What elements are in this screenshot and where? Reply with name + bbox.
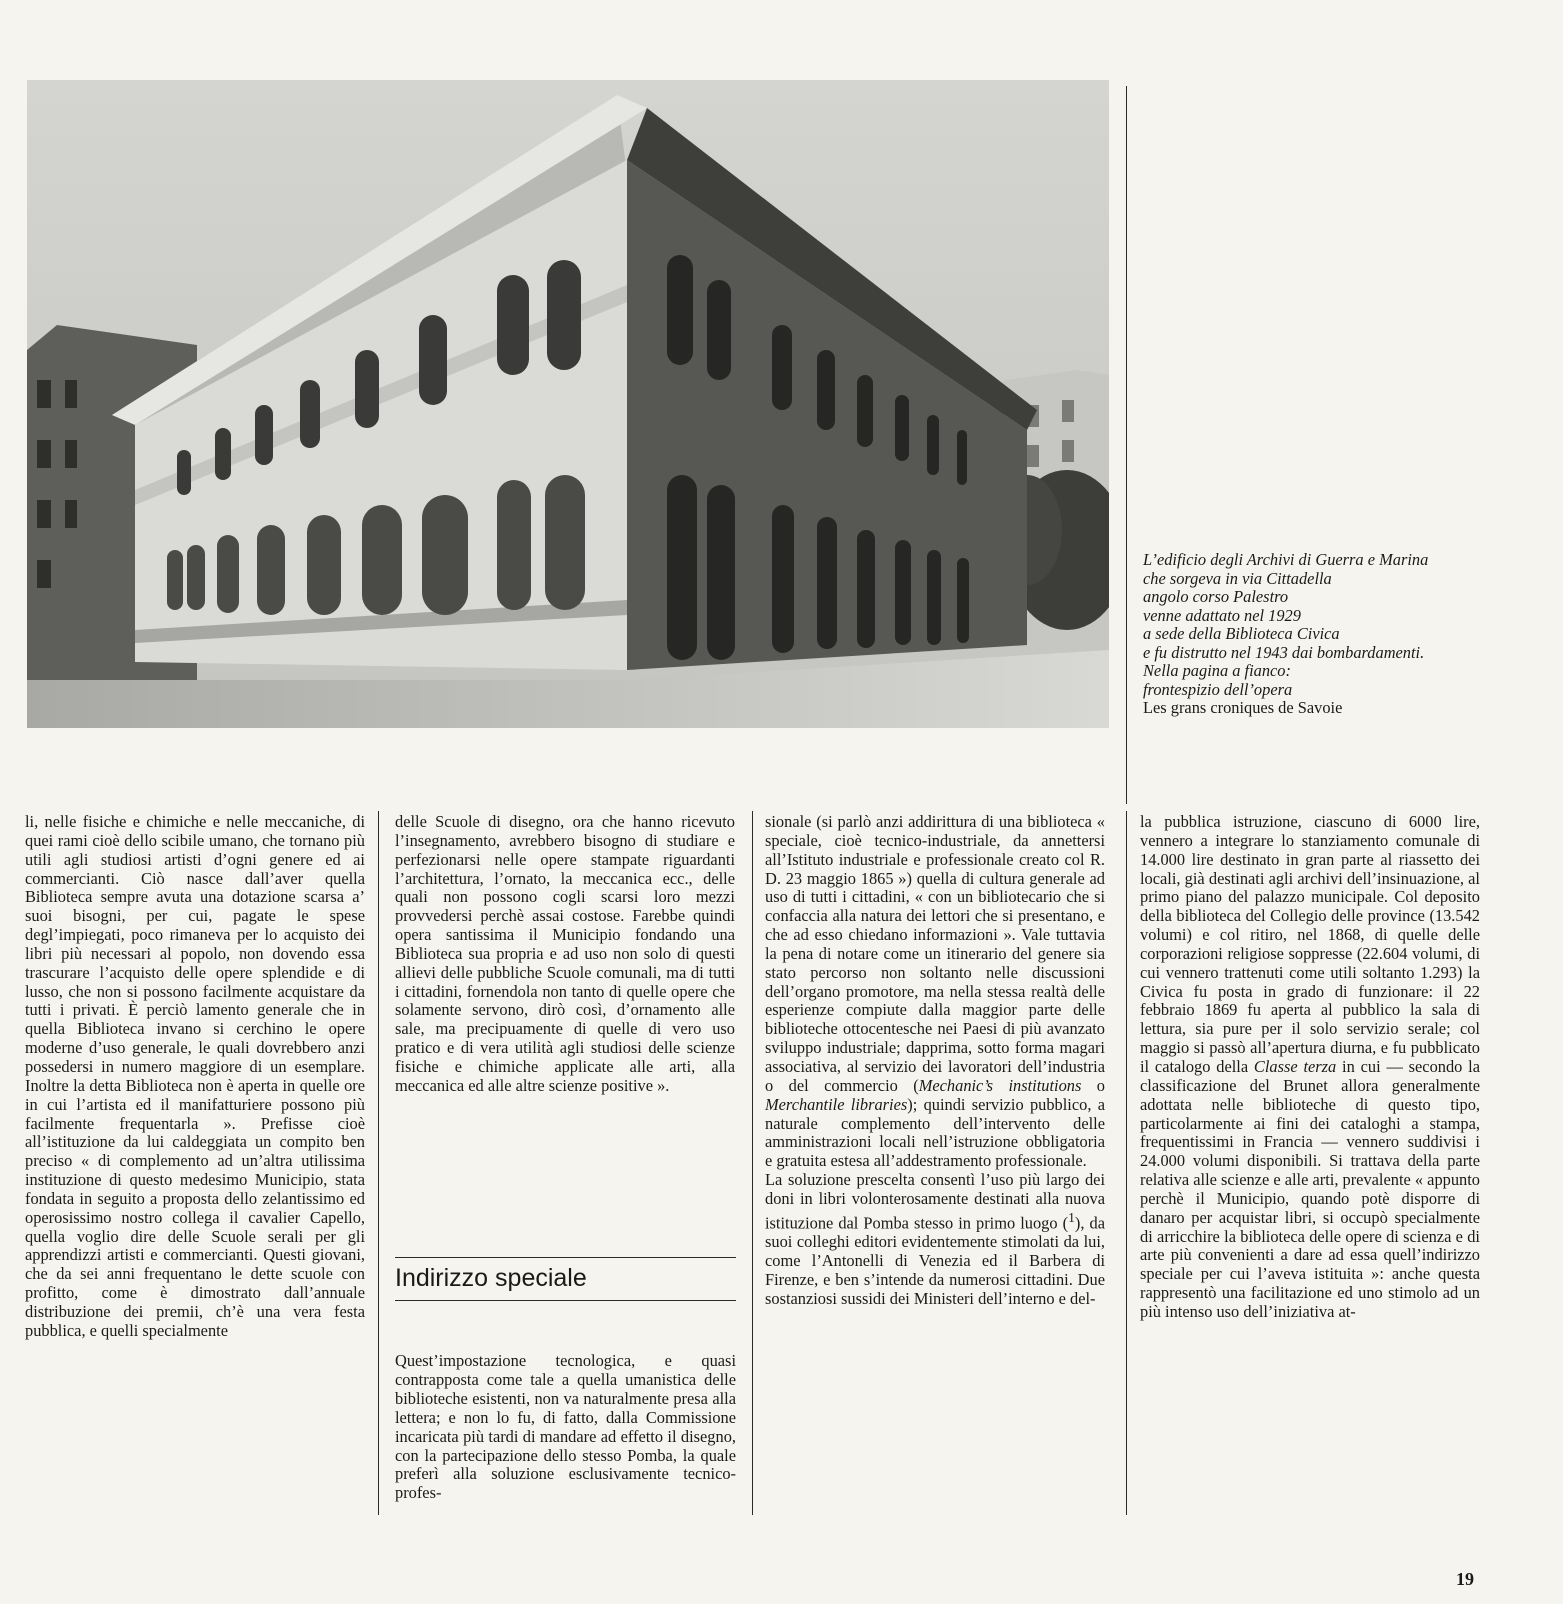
- caption-line: L’edificio degli Archivi di Guerra e Marina: [1143, 550, 1429, 569]
- caption-line: e fu distrutto nel 1943 dai bombardamenti.: [1143, 642, 1425, 662]
- column-divider: [378, 811, 379, 1515]
- italic-run: Mechanic’s institutions: [918, 1075, 1082, 1095]
- caption-line: venne adattato nel 1929: [1143, 605, 1301, 625]
- body-paragraph: li, nelle fisiche e chimiche e nelle meccaniche, di quei rami cioè dello scibile umano, che tornano più utili agli studiosi artisti d’ogni genere ed ai commercianti. Ciò nasce dall’aver quella Biblioteca sempre avuta una dotazione scarsa a’ suoi bisogni, per cui, pagate le spese degl’impiegati, poco rimaneva per lo acquisto dei libri più necessari al popolo, non dovendo essa trascurare l’acquisto delle opere splendide e di lusso, che non si possono facilmente acquistare da tutti i privati. È perciò lamento generale che in quella Biblioteca invano si cerchino le opere moderne d’uso generale, le quali dovrebbero anzi possedersi in numero maggiore di un esemplare. Inoltre la detta Biblioteca non è aperta in quelle ore in cui l’artista ed il manifatturiere possono più facilmente frequentarla ». Prefisse cioè all’istituzione da lui caldeggiata un compito ben preciso « di complemento ad un’altra utilissima instituzione di questo medesimo Municipio, stata fondata in seguito a proposta dello zelantissimo ed operosissimo nostro collega il cavalier Capello, quella voglio dire delle Scuole serali per gli apprendizzi artisti e commercianti. Questi giovani, che da sei anni frequentano le dette scuole con profitto, come è dimostrato dall’annuale distribuzione dei premii, ch’è una vera festa pubblica, e quelli specialmente: [25, 812, 365, 1340]
- text-column-1: [25, 813, 365, 1341]
- text-column-2: [395, 813, 735, 1096]
- italic-run: Classe terza: [1253, 1056, 1337, 1076]
- body-paragraph: [765, 1171, 1105, 1308]
- text-run: ), da suoi colleghi editori evidentemente stimolati da lui, come l’Antonelli di Venezia ed il Barbera di Firenze, e ben s’intende da numerosi cittadini. Due sostanziosi sussidi dei Ministeri dell’interno e del-: [765, 1213, 1105, 1308]
- building-photo: [27, 80, 1109, 728]
- caption-work-title: Les grans croniques de Savoie: [1143, 698, 1343, 717]
- caption-line: frontespizio dell’opera: [1143, 679, 1293, 699]
- body-paragraph: delle Scuole di disegno, ora che hanno ricevuto l’insegnamento, avrebbero bisogno di studiare e perfezionarsi nelle opere stampate riguardanti l’architettura, l’ornato, la meccanica ecc., delle quali non possono cogli scarsi loro mezzi provvedersi perchè assai costose. Farebbe quindi opera santissima il Municipio fondando una Biblioteca sua propria e ad uso non solo di questi allievi delle pubbliche Scuole comunali, ma di tutti i cittadini, fornendola non tanto di quelle opere che solamente servono, dirò così, d’ornamento alle sale, ma precipuamente di quelle di vero uso pratico e di vera utilità agli studiosi delle scienze fisiche e chimiche applicate alle arti, alla meccanica ed alle altre scienze positive ».: [395, 812, 735, 1095]
- text-run: sionale (si parlò anzi addirittura di una biblioteca « speciale, cioè tecnico-industriale, da annettersi all’Istituto industriale e professionale creato col R. D. 23 maggio 1865 ») quella di cultura generale ad uso di tutti i cittadini, « con un bibliotecario che si confaccia alla natura dei lettori che si presentano, e che ad esso chiedano informazioni ». Vale tuttavia la pena di notare come un itinerario del genere sia stato percorso non soltanto nelle discussioni dell’organo promotore, ma nella stessa realtà delle esperienze compiute dalla maggior parte delle biblioteche ottocentesche nei Paesi di più avanzato sviluppo industriale; dapprima, sotto forma magari associativa, al servizio dei lavoratori dell’industria o del commercio (: [765, 812, 1105, 1095]
- text-run: la pubblica istruzione, ciascuno di 6000 lire, vennero a integrare lo stanziamento comunale di 14.000 lire destinato in gran parte al riassetto dei locali, già destinati agli archivi dell’insinuazione, al primo piano del palazzo municipale. Col deposito della biblioteca del Collegio delle province (13.542 volumi) e col ritiro, nel 1868, di quelle delle corporazioni religiose soppresse (22.604 volumi, di cui vennero trattenuti come utili soltanto 1.293) la Civica fu posta in grado di funzionare: il 22 febbraio 1869 fu aperta al pubblico la sala di lettura, sia pure per il solo servizio serale; col maggio si passò all’apertura diurna, e fu pubblicato il catalogo della: [1140, 812, 1480, 1076]
- text-run: o: [1081, 1075, 1105, 1095]
- page-number: 19: [1456, 1569, 1474, 1589]
- body-paragraph: [1140, 813, 1480, 1322]
- italic-run: Merchantile libraries: [765, 1094, 908, 1114]
- caption-line: angolo corso Palestro: [1143, 587, 1289, 606]
- column-divider: [752, 811, 753, 1515]
- photo-caption: [1143, 551, 1553, 718]
- body-paragraph: Quest’impostazione tecnologica, e quasi contrapposta come tale a quella umanistica delle biblioteche esistenti, non va naturalmente presa alla lettera; e non lo fu, di fatto, dalla Commissione incaricata più tardi di mandare ad effetto il disegno, con la partecipazione dello stesso Pomba, la quale preferì alla soluzione esclusivamente tecnico-profes-: [395, 1351, 736, 1503]
- text-column-3: [765, 813, 1105, 1308]
- section-heading-box: [395, 1257, 736, 1301]
- text-run: ); quindi servizio pubblico, a naturale complemento dell’intervento delle amministrazioni locali nell’istruzione obbligatoria e gratuita estesa all’addestramento professionale.: [765, 1094, 1105, 1171]
- caption-divider: [1126, 86, 1127, 804]
- footnote-ref[interactable]: 1: [1068, 1209, 1075, 1225]
- caption-line: che sorgeva in via Cittadella: [1143, 568, 1332, 588]
- body-paragraph: [765, 813, 1105, 1171]
- caption-line: Nella pagina a fianco:: [1143, 661, 1291, 680]
- caption-line: a sede della Biblioteca Civica: [1143, 624, 1340, 643]
- section-heading: Indirizzo speciale: [395, 1264, 587, 1292]
- column-divider: [1126, 811, 1127, 1515]
- text-column-4: [1140, 813, 1480, 1322]
- text-column-2-lower: [395, 1336, 736, 1520]
- text-run: in cui — secondo la classificazione del Brunet allora generalmente adottata nelle biblioteche di questo tipo, particolarmente ai fini dei cataloghi a stampa, frequentissimi in Francia — vennero suddivisi i 24.000 volumi disponibili. Si trattava della parte relativa alle scienze e alle arti, prevalente « appunto perchè il Municipio, quando potè disporre di danaro per acquistar libri, si occupò specialmente di arricchire la biblioteca delle opere di scienza e di arte più convenienti a dare ad essa quell’indirizzo speciale per cui l’aveva istituita »: anche questa rappresentò una facilitazione ed uno stimolo ad un più intenso uso dell’iniziativa at-: [1140, 1056, 1480, 1321]
- text-run: La soluzione prescelta consentì l’uso più largo dei doni in libri volonterosamente destinati alla nuova istituzione dal Pomba stesso in primo luogo (: [765, 1170, 1105, 1233]
